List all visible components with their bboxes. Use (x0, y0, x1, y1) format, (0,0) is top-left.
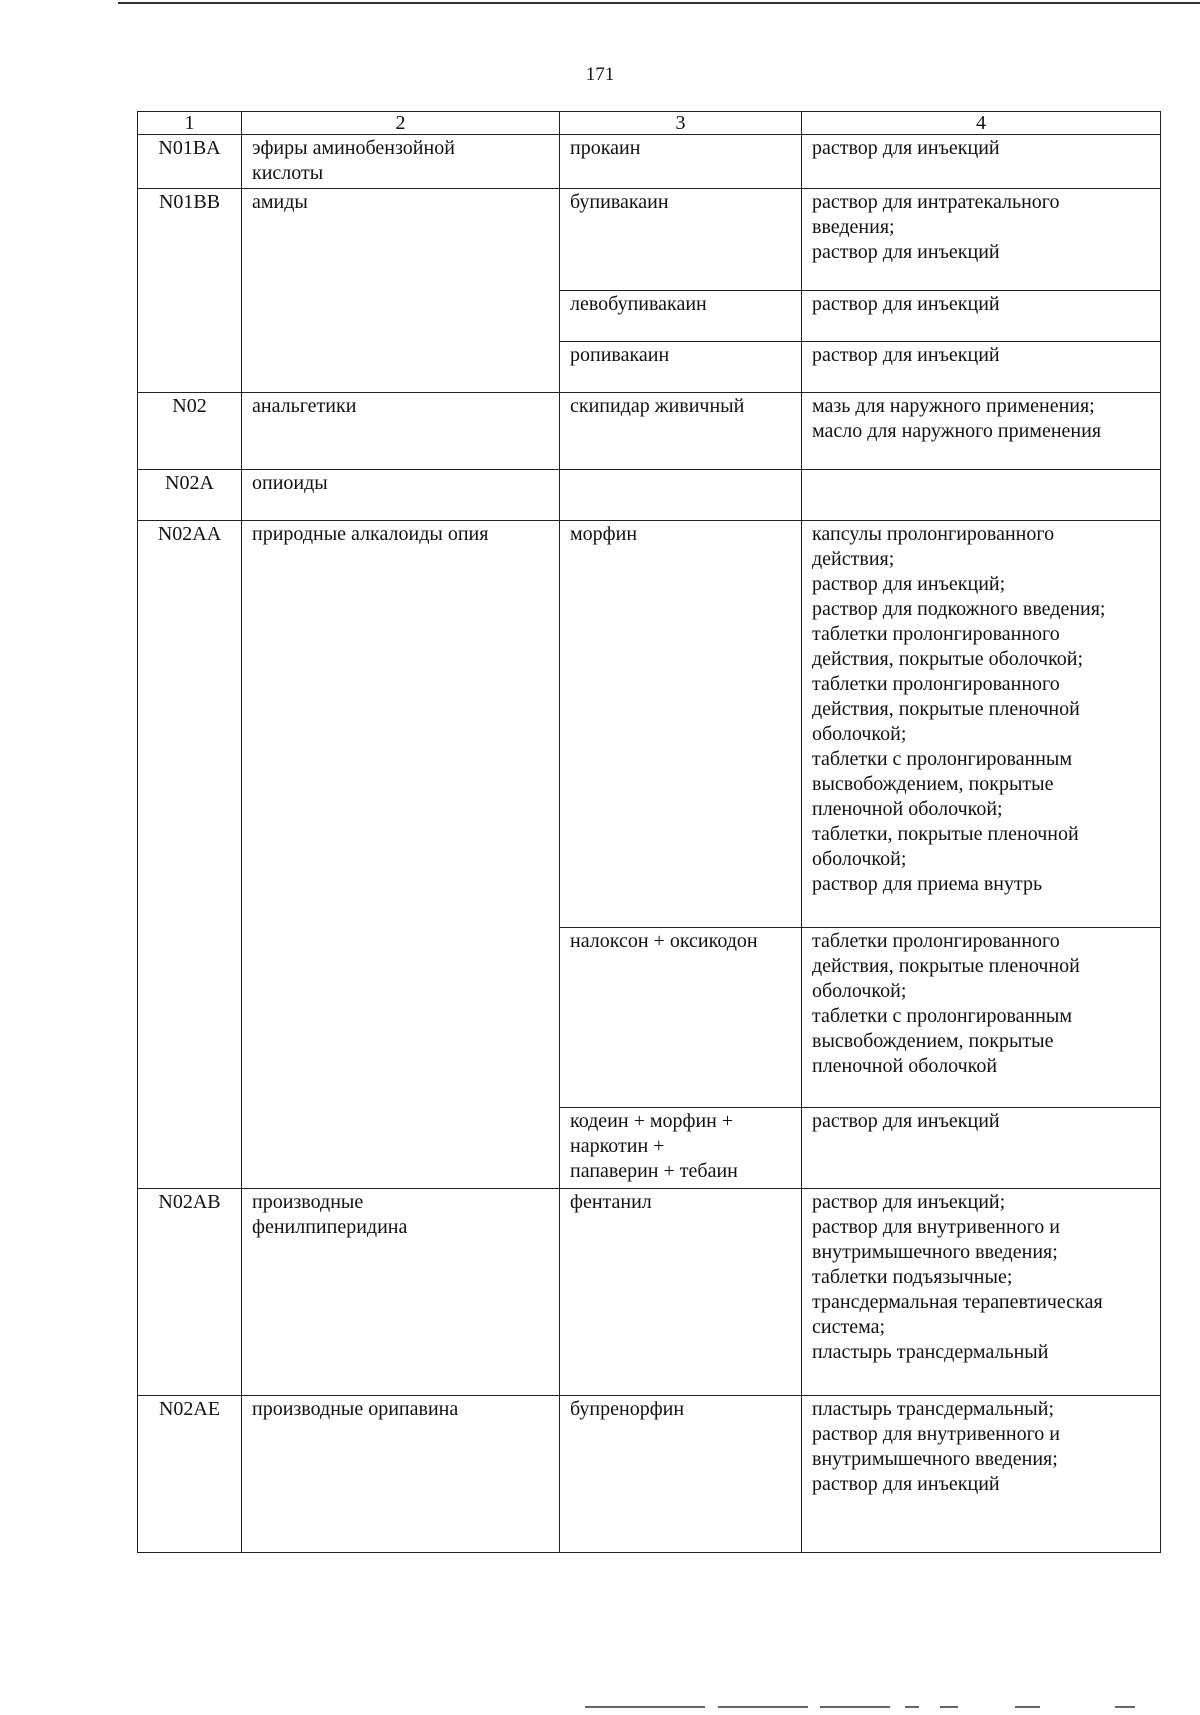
drug-name: бупренорфин (560, 1396, 802, 1553)
dosage-forms (802, 470, 1161, 521)
header-col-2: 2 (242, 112, 560, 135)
table-row (138, 521, 1161, 928)
group-name: производные орипавина (242, 1396, 560, 1553)
drug-name: фентанил (560, 1189, 802, 1396)
dosage-forms: раствор для инъекций (802, 342, 1161, 393)
table-row (138, 135, 1161, 189)
group-name: эфиры аминобензойной кислоты (242, 135, 560, 189)
top-rule (118, 2, 1200, 4)
drug-name: скипидар живичный (560, 393, 802, 470)
dosage-forms: мазь для наружного применения; масло для наружного применения (802, 393, 1161, 470)
atc-code: N02AB (138, 1189, 242, 1396)
drug-name: морфин (560, 521, 802, 928)
drug-table (137, 111, 1161, 1553)
atc-code: N01BB (138, 189, 242, 393)
group-name: анальгетики (242, 393, 560, 470)
drug-name: налоксон + оксикодон (560, 928, 802, 1108)
dosage-forms: раствор для интратекального введения; раствор для инъекций (802, 189, 1161, 291)
drug-name (560, 470, 802, 521)
header-row (138, 112, 1161, 135)
table-row (138, 1189, 1161, 1396)
atc-code: N02AE (138, 1396, 242, 1553)
drug-name: прокаин (560, 135, 802, 189)
group-name: амиды (242, 189, 560, 393)
dosage-forms: раствор для инъекций (802, 135, 1161, 189)
page-number: 171 (585, 64, 615, 85)
dosage-forms: раствор для инъекций (802, 291, 1161, 342)
table-row (138, 1396, 1161, 1553)
drug-name: левобупивакаин (560, 291, 802, 342)
header-col-3: 3 (560, 112, 802, 135)
drug-name: кодеин + морфин + наркотин + папаверин + тебаин (560, 1108, 802, 1189)
dosage-forms: пластырь трансдермальный; раствор для внутривенного и внутримышечного введения; раствор для инъекций (802, 1396, 1161, 1553)
atc-code: N02A (138, 470, 242, 521)
atc-code: N01BA (138, 135, 242, 189)
group-name: природные алкалоиды опия (242, 521, 560, 1189)
dosage-forms: капсулы пролонгированного действия; раствор для инъекций; раствор для подкожного введения; таблетки пролонгированного действия, покрытые оболочкой; таблетки пролонгированного действия, покрытые пленочной оболочкой; таблетки с пролонгированным высвобождением, покрытые пленочной оболочкой; таблетки, покрытые пленочной оболочкой; раствор для приема внутрь (802, 521, 1161, 928)
dosage-forms: раствор для инъекций; раствор для внутривенного и внутримышечного введения; таблетки подъязычные; трансдермальная терапевтическая система; пластырь трансдермальный (802, 1189, 1161, 1396)
table-row (138, 470, 1161, 521)
table-row (138, 189, 1161, 291)
header-col-1: 1 (138, 112, 242, 135)
group-name: опиоиды (242, 470, 560, 521)
drug-name: ропивакаин (560, 342, 802, 393)
scan-artifacts (170, 1706, 1170, 1710)
atc-code: N02AA (138, 521, 242, 1189)
dosage-forms: таблетки пролонгированного действия, покрытые пленочной оболочкой; таблетки с пролонгированным высвобождением, покрытые пленочной оболочкой (802, 928, 1161, 1108)
group-name: производные фенилпиперидина (242, 1189, 560, 1396)
drug-name: бупивакаин (560, 189, 802, 291)
dosage-forms: раствор для инъекций (802, 1108, 1161, 1189)
table-row (138, 393, 1161, 470)
atc-code: N02 (138, 393, 242, 470)
header-col-4: 4 (802, 112, 1161, 135)
